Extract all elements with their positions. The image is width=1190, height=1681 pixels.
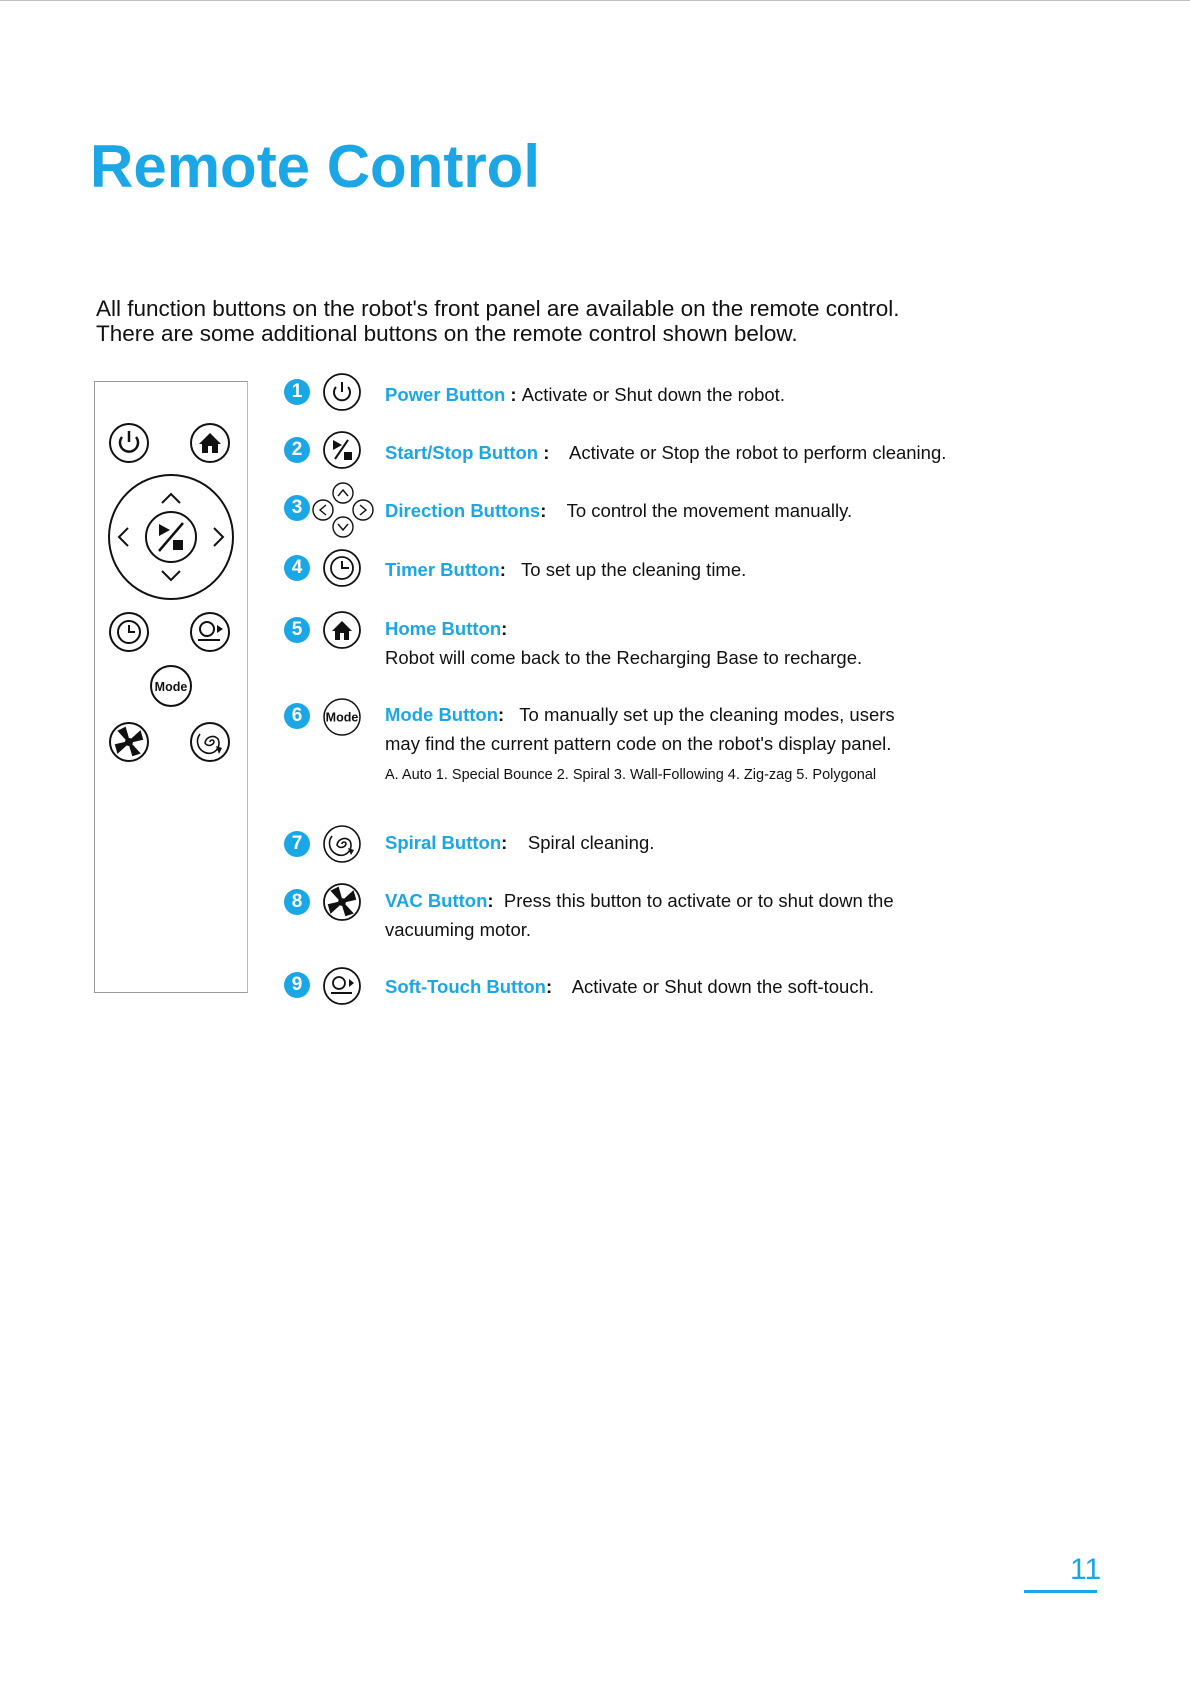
remote-direction-pad (109, 475, 233, 599)
feature-desc: Activate or Shut down the soft-touch. (571, 976, 875, 997)
remote-vac-fan-icon (110, 723, 148, 761)
feature-label: Home Button (385, 618, 502, 639)
mode-icon-label: Mode (325, 710, 359, 725)
feature-label: Spiral Button (385, 832, 502, 853)
top-border (0, 0, 1190, 1)
feature-label: VAC Button (385, 890, 488, 911)
feature-desc: Spiral cleaning. (527, 832, 655, 853)
feature-desc: Robot will come back to the Recharging Base to recharge. (385, 647, 863, 668)
number-badge-3: 3 (284, 495, 310, 521)
remote-buttons-graphic (95, 382, 249, 994)
number-badge-5: 5 (284, 617, 310, 643)
feature-direction (385, 496, 852, 525)
number-badge-1: 1 (284, 379, 310, 405)
feature-desc: Activate or Stop the robot to perform cleaning. (568, 442, 947, 463)
number-badge-9: 9 (284, 972, 310, 998)
feature-home (385, 614, 862, 672)
feature-desc: Activate or Shut down the robot. (521, 384, 785, 405)
feature-desc-2: vacuuming motor. (385, 919, 532, 940)
start-stop-icon (322, 430, 362, 470)
soft-touch-icon (322, 966, 362, 1006)
feature-colon: : (501, 832, 508, 853)
feature-colon: : (505, 384, 522, 405)
feature-desc: To control the movement manually. (566, 500, 853, 521)
number-badge-8: 8 (284, 889, 310, 915)
feature-label: Timer Button (385, 559, 500, 580)
page-number: 11 (1070, 1553, 1102, 1586)
feature-desc: To manually set up the cleaning modes, users (519, 704, 895, 725)
feature-colon: : (538, 442, 555, 463)
feature-colon: : (487, 890, 494, 911)
feature-timer (385, 555, 746, 584)
power-icon (322, 372, 362, 412)
remote-soft-touch-icon (191, 613, 229, 651)
intro-line-2: There are some additional buttons on the remote control shown below. (96, 321, 798, 346)
home-icon (322, 610, 362, 650)
feature-desc: Press this button to activate or to shut down the (503, 890, 894, 911)
feature-mode-codes: A. Auto 1. Special Bounce 2. Spiral 3. Wall-Following 4. Zig-zag 5. Polygonal (385, 767, 877, 783)
feature-label: Power Button (385, 384, 506, 405)
remote-mode-label: Mode (154, 680, 188, 694)
feature-desc-2: may find the current pattern code on the robot's display panel. (385, 733, 892, 754)
remote-home-icon (191, 424, 229, 462)
feature-label: Direction Buttons (385, 500, 541, 521)
feature-colon: : (498, 704, 505, 725)
intro-paragraph (96, 296, 900, 346)
feature-colon: : (501, 618, 508, 639)
remote-control-illustration (94, 381, 248, 993)
remote-timer-icon (110, 613, 148, 651)
remote-power-icon (110, 424, 148, 462)
feature-colon: : (540, 500, 547, 521)
page-title: Remote Control (90, 133, 540, 200)
feature-power (385, 380, 785, 409)
number-badge-4: 4 (284, 555, 310, 581)
feature-colon: : (545, 976, 553, 997)
feature-spiral (385, 828, 654, 857)
feature-soft-touch (385, 972, 874, 1001)
remote-spiral-icon (191, 723, 229, 761)
feature-vac (385, 886, 894, 944)
number-badge-6: 6 (284, 703, 310, 729)
vac-fan-icon (322, 882, 362, 922)
direction-icon (312, 482, 374, 538)
timer-icon (322, 548, 362, 588)
intro-line-1: All function buttons on the robot's front panel are available on the remote control. (96, 296, 900, 321)
spiral-icon (322, 824, 362, 864)
feature-desc: To set up the cleaning time. (521, 559, 747, 580)
feature-label: Start/Stop Button (385, 442, 539, 463)
feature-label: Mode Button (385, 704, 499, 725)
number-badge-2: 2 (284, 437, 310, 463)
page-number-underline (1024, 1590, 1097, 1593)
feature-mode (385, 700, 895, 787)
mode-icon (322, 697, 362, 737)
number-badge-7: 7 (284, 831, 310, 857)
feature-colon: : (499, 559, 506, 580)
feature-start-stop (385, 438, 946, 467)
feature-label: Soft-Touch Button (385, 976, 546, 997)
